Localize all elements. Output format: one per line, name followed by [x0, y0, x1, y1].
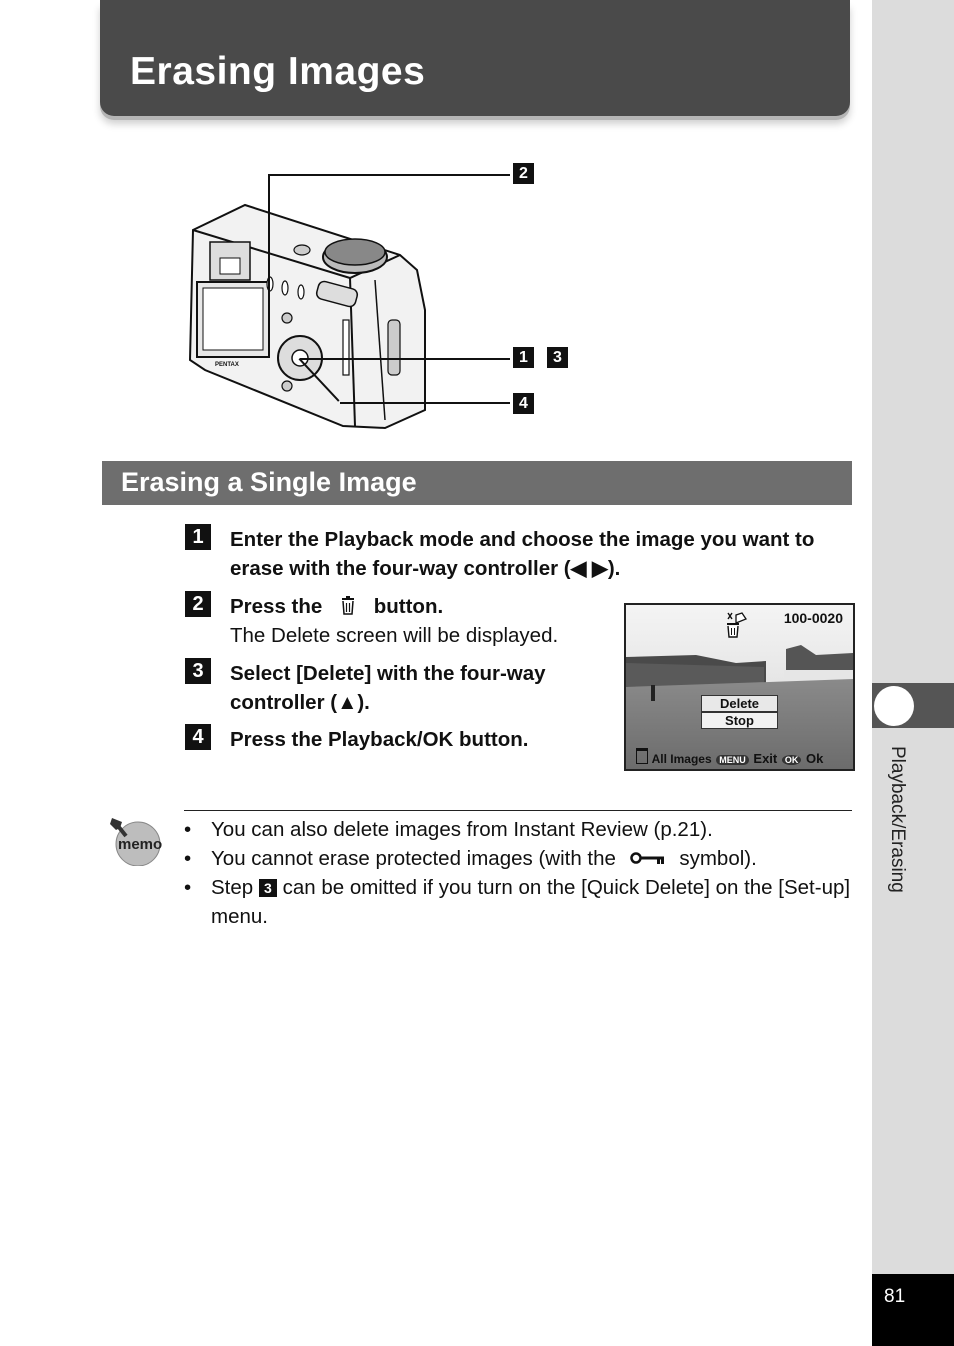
page-title: Erasing Images [130, 50, 426, 93]
menu-stop[interactable]: Stop [701, 712, 778, 729]
step-4-text: Press the Playback/OK button. [230, 728, 529, 751]
memo-bullet-3-b: can be omitted if you turn on the [Quick Delete] on the [Set-up] menu. [211, 876, 851, 928]
callout-2: 2 [513, 163, 534, 184]
step-2-text-b: button. [373, 595, 444, 618]
memo-bullet-2-b: symbol). [679, 847, 757, 870]
page-number: 81 [884, 1286, 906, 1307]
screen-bottom-bar [636, 748, 823, 766]
menu-button-icon: MENU [716, 755, 749, 765]
step-number-2: 2 [185, 591, 211, 617]
ok-button-icon: OK [782, 755, 802, 765]
step-2-text-a: Press the [230, 595, 323, 618]
callout-1: 1 [513, 347, 534, 368]
step-3-text: Select [Delete] with the four-way controller (▲). [230, 662, 546, 714]
memo-bullet-3 [211, 873, 851, 931]
chapter-circle-icon [874, 686, 914, 726]
step-number-1: 1 [185, 524, 211, 550]
leader-line-2h [268, 174, 510, 176]
delete-screen-preview [624, 603, 855, 771]
svg-text:PENTAX: PENTAX [215, 362, 239, 368]
callout-3: 3 [547, 347, 568, 368]
exit-label: Exit [753, 751, 778, 766]
side-tab [872, 0, 954, 1346]
key-icon [630, 851, 666, 865]
all-images-label: All Images [651, 752, 712, 766]
callout-4: 4 [513, 393, 534, 414]
memo-bullet-1: You can also delete images from Instant Review (p.21). [211, 818, 713, 841]
step-number-4: 4 [185, 724, 211, 750]
trash-icon [340, 596, 356, 615]
ok-label: Ok [806, 751, 824, 766]
screen-trash-icon [636, 748, 648, 764]
leader-line-13 [300, 358, 510, 360]
chapter-label: Playback/Erasing [887, 746, 908, 893]
memo-bullet-2-dot: • [184, 847, 192, 870]
section-title: Erasing a Single Image [121, 467, 417, 497]
leader-line-4h [340, 402, 510, 404]
memo-icon-label: memo [118, 836, 163, 853]
memo-rule [184, 810, 852, 811]
delete-protect-icon [722, 611, 748, 639]
camera-illustration [185, 200, 435, 432]
memo-bullet-3-dot: • [184, 876, 192, 899]
step-2-subtext: The Delete screen will be displayed. [230, 624, 559, 647]
step-number-3: 3 [185, 658, 211, 684]
menu-delete[interactable]: Delete [701, 695, 778, 712]
memo-bullet-2-a: You cannot erase protected images (with the [211, 847, 616, 870]
memo-bullet-3-a: Step [211, 876, 254, 899]
memo-step-ref: 3 [259, 879, 277, 897]
memo-bullet-1-dot: • [184, 818, 192, 841]
memo-icon [108, 816, 164, 866]
step-1-text: Enter the Playback mode and choose the image you want to erase with the four-way controller (◀ ▶). [230, 528, 815, 580]
leader-line-2v [268, 174, 270, 299]
memo-bullet-2 [211, 844, 851, 873]
page-number-box [872, 1274, 954, 1346]
step-2-text [230, 592, 610, 650]
file-number: 100-0020 [783, 610, 843, 626]
